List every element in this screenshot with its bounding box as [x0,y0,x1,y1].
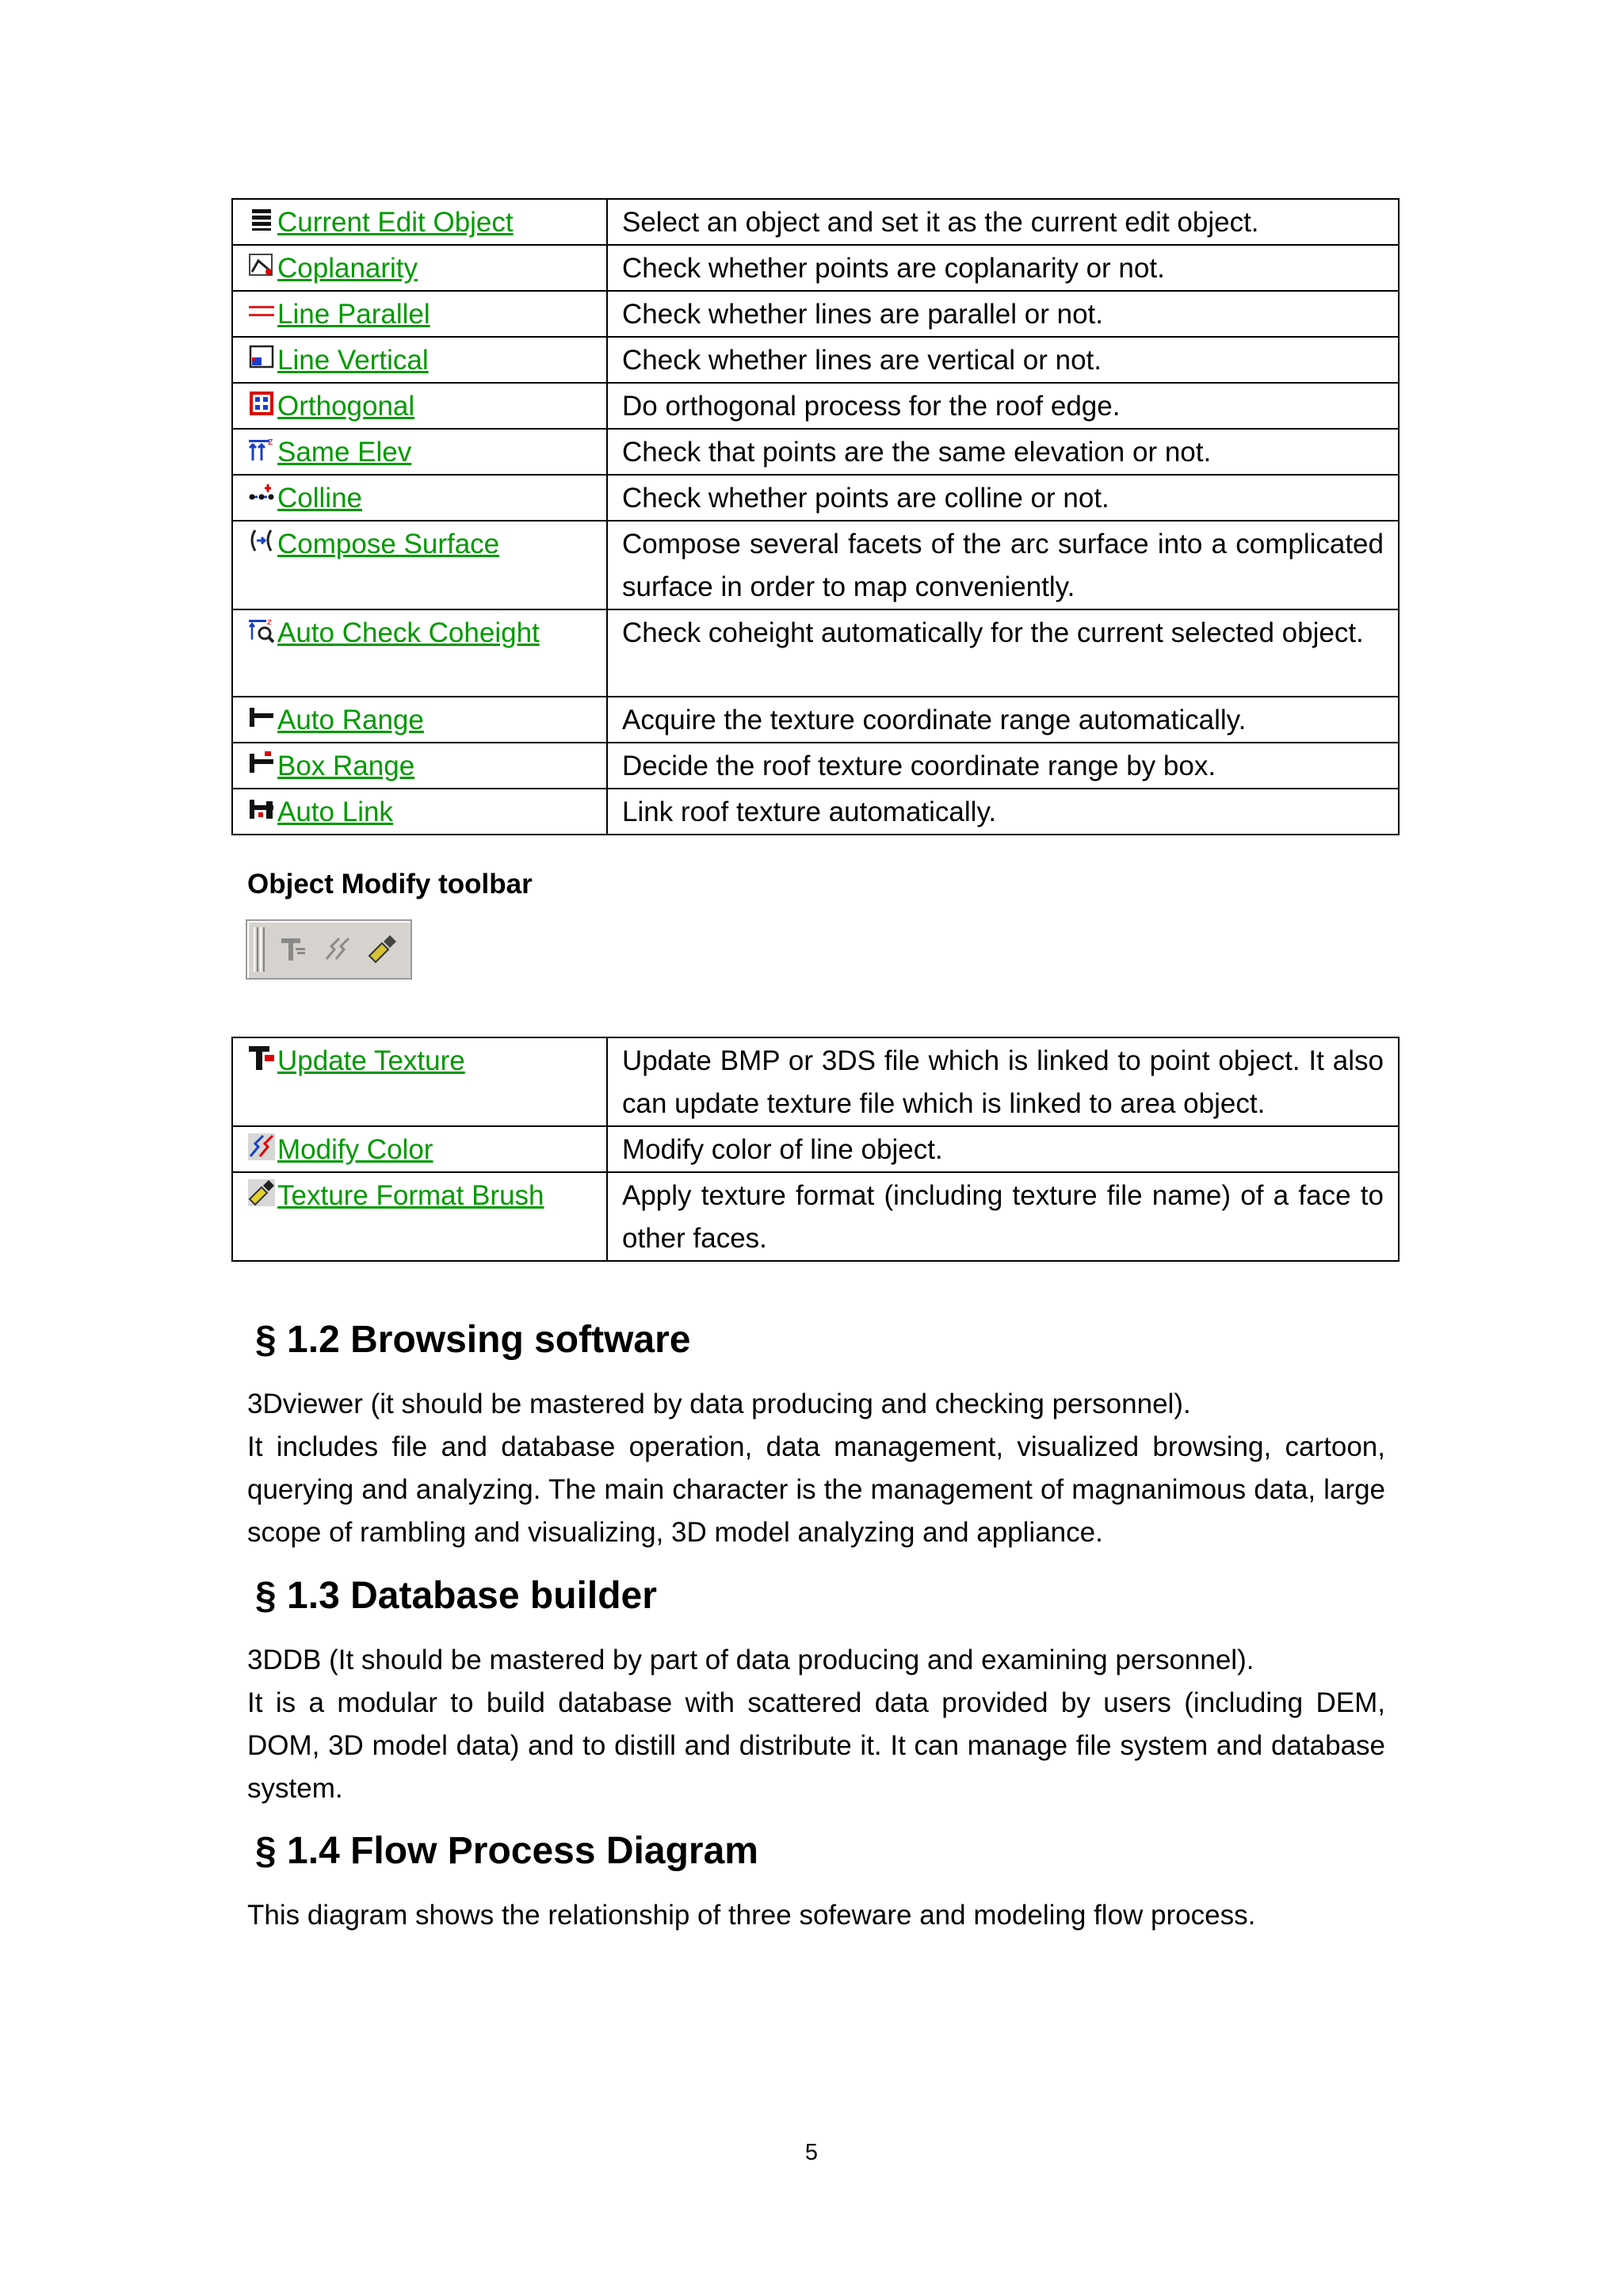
line-vertical-icon [247,343,276,372]
paragraph: 3Dviewer (it should be mastered by data producing and checking personnel). [247,1389,1191,1419]
row-description: Acquire the texture coordinate range automatically. [607,697,1399,743]
paragraph: This diagram shows the relationship of three sofeware and modeling flow process. [247,1900,1256,1931]
table-row [232,199,1399,245]
same-elev-icon [247,435,276,464]
row-description: Decide the roof texture coordinate range by box. [607,743,1399,789]
table-row [232,383,1399,429]
update-texture-link[interactable]: Update Texture [277,1045,465,1076]
section-heading-1-3: § 1.3 Database builder [255,1575,657,1617]
texture-format-brush-icon [247,1179,276,1207]
section-body-1-3 [247,1639,1385,1810]
toolbar-grip[interactable] [254,927,258,972]
paragraph: It is a modular to build database with scattered data provided by users (including DEM, DOM, 3D model data) and to distill and distribute it. It can manage file system and database system. [247,1687,1385,1804]
table-row [232,1172,1399,1261]
paragraph: 3DDB (It should be mastered by part of data producing and examining personnel). [247,1645,1254,1675]
row-description: Check that points are the same elevation or not. [607,429,1399,475]
row-description: Link roof texture automatically. [607,789,1399,835]
tool-table-2 [231,1037,1400,1262]
table-row [232,697,1399,743]
same-elev-link[interactable]: Same Elev [277,437,412,468]
auto-range-link[interactable]: Auto Range [277,705,424,735]
tool-table-1 [231,198,1400,835]
table-row [232,337,1399,383]
table-row [232,743,1399,789]
texture-format-brush-icon[interactable] [366,934,398,965]
line-parallel-icon [247,297,276,326]
coplanarity-icon [247,251,276,280]
update-texture-icon[interactable] [279,935,307,964]
orthogonal-link[interactable]: Orthogonal [277,391,415,422]
auto-link-icon [247,795,276,823]
table-row [232,521,1399,609]
line-vertical-link[interactable]: Line Vertical [277,345,429,376]
table-row [232,429,1399,475]
svg-text:z: z [267,617,272,627]
row-description: Select an object and set it as the current edit object. [607,199,1399,245]
auto-link-link[interactable]: Auto Link [277,797,393,827]
page-number: 5 [804,2140,819,2165]
auto-check-coheight-icon [247,616,276,644]
row-description: Compose several facets of the arc surface into a complicated surface in order to map conveniently. [607,521,1399,609]
colline-link[interactable]: Colline [277,483,362,514]
toolbar-title: Object Modify toolbar [247,869,533,900]
update-texture-icon [247,1044,276,1072]
line-parallel-link[interactable]: Line Parallel [277,299,430,330]
row-description: Check coheight automatically for the current selected object. [607,609,1399,697]
row-description: Check whether points are colline or not. [607,475,1399,521]
table-row [232,1037,1399,1126]
colline-icon [247,481,276,510]
table-row [232,1126,1399,1172]
box-range-link[interactable]: Box Range [277,751,415,781]
section-heading-1-4: § 1.4 Flow Process Diagram [255,1830,758,1872]
table-row [232,245,1399,291]
modify-color-icon [247,1133,276,1161]
table-row [232,609,1399,697]
row-description: Do orthogonal process for the roof edge. [607,383,1399,429]
svg-text:z: z [268,436,273,447]
current-edit-object-icon [247,205,276,234]
toolbar-grip-2 [260,927,265,972]
compose-surface-link[interactable]: Compose Surface [277,529,500,560]
table-row [232,789,1399,835]
row-description: Update BMP or 3DS file which is linked to point object. It also can update texture file which is linked to area object. [607,1037,1399,1126]
section-body-1-4 [247,1894,1385,1937]
section-body-1-2 [247,1383,1385,1554]
row-description: Apply texture format (including texture file name) of a face to other faces. [607,1172,1399,1261]
auto-range-icon [247,703,276,732]
section-heading-1-2: § 1.2 Browsing software [255,1319,691,1361]
modify-color-link[interactable]: Modify Color [277,1134,433,1165]
row-description: Modify color of line object. [607,1126,1399,1172]
table-row [232,291,1399,337]
object-modify-toolbar [246,919,412,980]
orthogonal-icon [247,389,276,418]
texture-format-brush-link[interactable]: Texture Format Brush [277,1180,544,1211]
auto-check-coheight-link[interactable]: Auto Check Coheight [277,617,540,648]
box-range-icon [247,749,276,777]
table-row [232,475,1399,521]
row-description: Check whether lines are vertical or not. [607,337,1399,383]
current-edit-object-link[interactable]: Current Edit Object [277,207,514,238]
paragraph: It includes file and database operation, data management, visualized browsing, cartoon, querying and analyzing. The main character is the management of magnanimous data, large scope of rambling and visualizing, 3D model analyzing and appliance. [247,1431,1385,1548]
coplanarity-link[interactable]: Coplanarity [277,253,418,284]
row-description: Check whether points are coplanarity or not. [607,245,1399,291]
modify-color-icon[interactable] [323,935,352,964]
row-description: Check whether lines are parallel or not. [607,291,1399,337]
compose-surface-icon [247,527,276,556]
